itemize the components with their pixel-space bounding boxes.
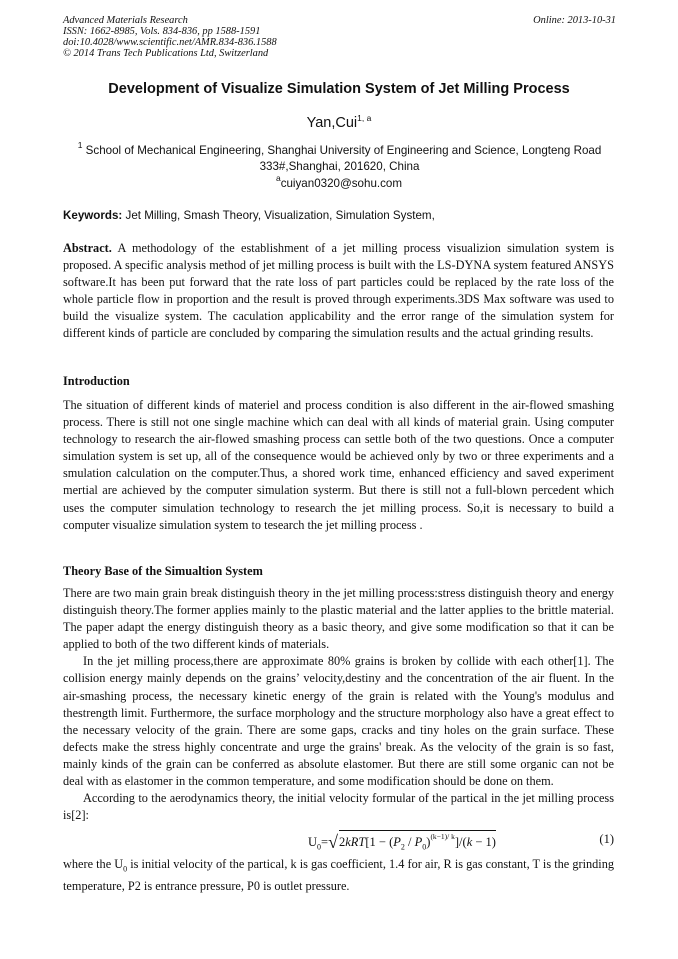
keywords [63, 209, 623, 222]
eq-p2: P [393, 835, 401, 849]
eq-k: k [466, 835, 473, 849]
journal-name: Advanced Materials Research [63, 15, 188, 26]
author-superscript: 1, a [357, 113, 372, 123]
equation-number: (1) [599, 832, 614, 846]
online-date: Online: 2013-10-31 [533, 15, 616, 26]
explanation-sub: 0 [123, 864, 128, 874]
theory-heading: Theory Base of the Simualtion System [63, 564, 263, 578]
abstract-text: A methodology of the establishment of a jet milling process visualizion simulation system is proposed. A specific analysis method of jet milling process is built with the LS-DYNA system featured ANSYS software.It has been put forward that the rate loss of part particles could be replaced by the rate loss of the whole particle flow in proportion and the result is proved through experiments.3DS Max software was used to build the visualize system. The caculation applicability and the error range of the simulation system for different kinds of particle are concluded by comparing the simulation results and the actual grinding results. [63, 241, 614, 341]
eq-close: ) [426, 835, 431, 849]
eq-p0: P [414, 835, 423, 849]
eq-radicand [339, 830, 496, 852]
eq-slash: / [404, 835, 415, 849]
journal-doi[interactable]: doi:10.4028/www.scientific.net/AMR.834-836.1588 [63, 37, 277, 48]
eq-tail: ]/( [454, 835, 467, 849]
journal-issn: ISSN: 1662-8985, Vols. 834-836, pp 1588-1591 [63, 26, 261, 37]
keywords-label: Keywords: [63, 209, 123, 222]
abstract-label: Abstract. [63, 241, 112, 255]
email-line [0, 173, 678, 190]
explanation-start: where the U [63, 857, 124, 871]
keywords-text: Jet Milling, Smash Theory, Visualization, Simulation System, [125, 209, 435, 222]
affiliation-superscript: 1 [77, 140, 83, 150]
affiliation [63, 137, 616, 175]
paper-title: Development of Visualize Simulation System of Jet Milling Process [108, 81, 570, 97]
abstract [63, 240, 614, 343]
email-superscript: a [275, 173, 281, 183]
explanation-rest: is initial velocity of the partical, k is gas coefficient, 1.4 for air, R is gas constant, T is the grinding temperature, P2 is entrance pressure, P0 is outlet pressure. [63, 857, 614, 893]
author-name: Yan,Cui [306, 115, 358, 131]
affiliation-text: School of Mechanical Engineering, Shanghai University of Engineering and Science, Longteng Road 333#,Shanghai, 201620, China [85, 144, 602, 173]
theory-paragraph-3: According to the aerodynamics theory, the initial velocity formular of the partical in the jet milling process is[2]: [63, 791, 614, 823]
theory-body [63, 585, 614, 824]
eq-lhs-sub: 0 [317, 842, 322, 852]
eq-two: 2 [338, 835, 346, 849]
introduction-body [63, 397, 614, 534]
eq-lhs: U [308, 835, 318, 849]
sqrt-icon: √ [328, 832, 338, 852]
equation-explanation [63, 856, 614, 895]
equation-body [308, 830, 496, 852]
eq-p0-sub: 0 [422, 842, 427, 852]
journal-copyright: © 2014 Trans Tech Publications Ltd, Switzerland [63, 48, 269, 59]
eq-equals: = [321, 835, 329, 849]
introduction-paragraph: The situation of different kinds of materiel and process condition is also different in the air-flowed smashing process. There is still not one single machine which can deal with all kinds of material grain. Using computer technology to research the air-flowed smashing process can settle both of the two questions. Once a computer simulation system is set up, all of the consequence would be achieved only by two or three experiments and a smulation calculation on the computer.Thus, a shored work time, enhanced efficiency and saved experiment mertial are achieved by the computer simulation systerm. But there is still not a full-blown percedent which uses the computer simulation technology to research the jet milling process. So,it is necessary to build a computer visualize simulation system to tesearch the jet milling process . [63, 398, 614, 532]
author-line [0, 113, 678, 131]
eq-exponent: (k−1)/ k [430, 832, 455, 841]
journal-header [63, 15, 616, 59]
eq-krt: kRT [345, 835, 366, 849]
theory-paragraph-2: In the jet milling process,there are approximate 80% grains is broken by collide with each other[1]. The collision energy mainly depends on the grains’ velocity,destiny and the concentration of the air fluent. In the air-smashing process, the necessary kinetic energy of the grain is related with the Young's modulus and thestrength limit. Furthermore, the surface morphology and the structure morphology also have a great effect to the necessary velocity of the grain. There are some gaps, cracks and tiny holes on the grain surface. These defects make the stress highly concentrate and urge the grains' break. As the velocity of the grain is so fast, mainly kinds of the grain can be conferred as absolute elastomer. But there are still some organic can not be deal with as elastomer in the common temperature, and some modification should be done on them. [63, 654, 614, 789]
theory-paragraph-1: There are two main grain break distinguish theory in the jet milling process:stress distinguish theory and energy distinguish theory.The former applies mainly to the plastic material and the latter applies to the brittle material. The paper adapt the energy distinguish theory as a basic theory, and give some modification so that it can be applied to both of the two different kinds of materials. [63, 586, 614, 652]
eq-p2-sub: 2 [400, 842, 405, 852]
introduction-heading: Introduction [63, 374, 130, 388]
equation-1 [63, 828, 614, 854]
eq-end: − 1) [472, 835, 496, 849]
author-email[interactable]: cuiyan0320@sohu.com [280, 177, 403, 190]
eq-open: [1 − ( [365, 835, 394, 849]
